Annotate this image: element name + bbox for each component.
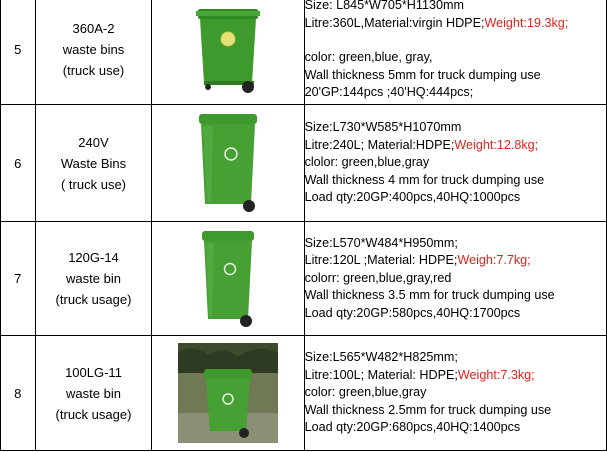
product-model: 240V	[78, 134, 109, 150]
color-line: colorr: green,blue,gray,red	[304, 270, 452, 285]
product-model: 120G-14	[68, 250, 119, 265]
product-name	[35, 336, 152, 451]
product-type: waste bin	[66, 385, 121, 401]
litre-material: Litre:100L; Material: HDPE;	[304, 367, 458, 382]
green-bin-outdoor-photo	[178, 343, 278, 443]
product-image	[152, 336, 304, 451]
product-model: 360A-2	[72, 21, 115, 36]
load-qty-line: 20'GP:144pcs ;40'HQ:444pcs;	[304, 85, 474, 100]
green-wheelie-bin-360l-icon	[188, 3, 268, 97]
product-specs	[304, 336, 606, 451]
product-specs	[304, 0, 606, 105]
size-line: Size: L845*W705*H1130mm	[304, 0, 464, 13]
load-qty-line: Load qty:20GP:400pcs,40HQ:1000pcs	[304, 190, 521, 205]
row-number: 5	[1, 0, 36, 105]
product-name	[35, 222, 152, 336]
table-row	[1, 222, 607, 336]
color-line: color: green,blue,gray	[304, 385, 427, 400]
product-name	[35, 0, 152, 105]
green-wheelie-bin-240l-icon	[193, 110, 263, 216]
product-usage: ( truck use)	[60, 176, 126, 192]
product-usage: (truck usage)	[55, 406, 132, 422]
product-usage: (truck usage)	[55, 292, 132, 307]
litre-material: Litre:240L; Material:HDPE;	[304, 137, 455, 152]
product-image	[152, 0, 304, 105]
color-line: color: green,blue, gray,	[304, 50, 433, 65]
product-model: 100LG-11	[65, 364, 122, 380]
wall-thickness-line: Wall thickness 2.5mm for truck dumping use	[304, 402, 552, 417]
table-row	[1, 0, 607, 105]
row-number: 7	[1, 222, 36, 336]
table-row	[1, 105, 607, 222]
litre-material: Litre:120L ;Material: HDPE;	[304, 253, 458, 268]
load-qty-line: Load qty:20GP:580pcs,40HQ:1700pcs	[304, 305, 521, 320]
product-type: Waste Bins	[60, 155, 127, 171]
table-row	[1, 336, 607, 451]
weight-value: Weight:7.3kg;	[457, 367, 535, 382]
product-type: waste bins	[62, 42, 125, 57]
product-type: waste bin	[66, 271, 121, 286]
product-name	[35, 105, 152, 222]
wall-thickness-line: Wall thickness 4 mm for truck dumping use	[304, 172, 545, 187]
weight-value: Weight:12.8kg;	[454, 137, 539, 152]
product-specs	[304, 222, 606, 336]
green-wheelie-bin-120l-icon	[196, 227, 260, 331]
product-image	[152, 222, 304, 336]
wall-thickness-line: Wall thickness 3.5 mm for truck dumping use	[304, 288, 555, 303]
size-line: Size:L565*W482*H825mm;	[304, 350, 458, 365]
row-number: 8	[1, 336, 36, 451]
weight-value: Weight:19.3kg;	[484, 15, 569, 30]
color-line: clolor: green,blue,gray	[304, 155, 430, 170]
product-image	[152, 105, 304, 222]
row-number: 6	[1, 105, 36, 222]
wall-thickness-line: Wall thickness 5mm for truck dumping use	[304, 67, 541, 82]
product-usage: (truck use)	[62, 63, 125, 78]
size-line: Size:L570*W484*H950mm;	[304, 235, 458, 250]
product-specs	[304, 105, 606, 222]
load-qty-line: Load qty:20GP:680pcs,40HQ:1400pcs	[304, 420, 521, 435]
weight-value: Weigh:7.7kg;	[457, 253, 531, 268]
size-line: Size:L730*W585*H1070mm	[304, 120, 462, 135]
litre-material: Litre:360L,Material:virgin HDPE;	[304, 15, 485, 30]
